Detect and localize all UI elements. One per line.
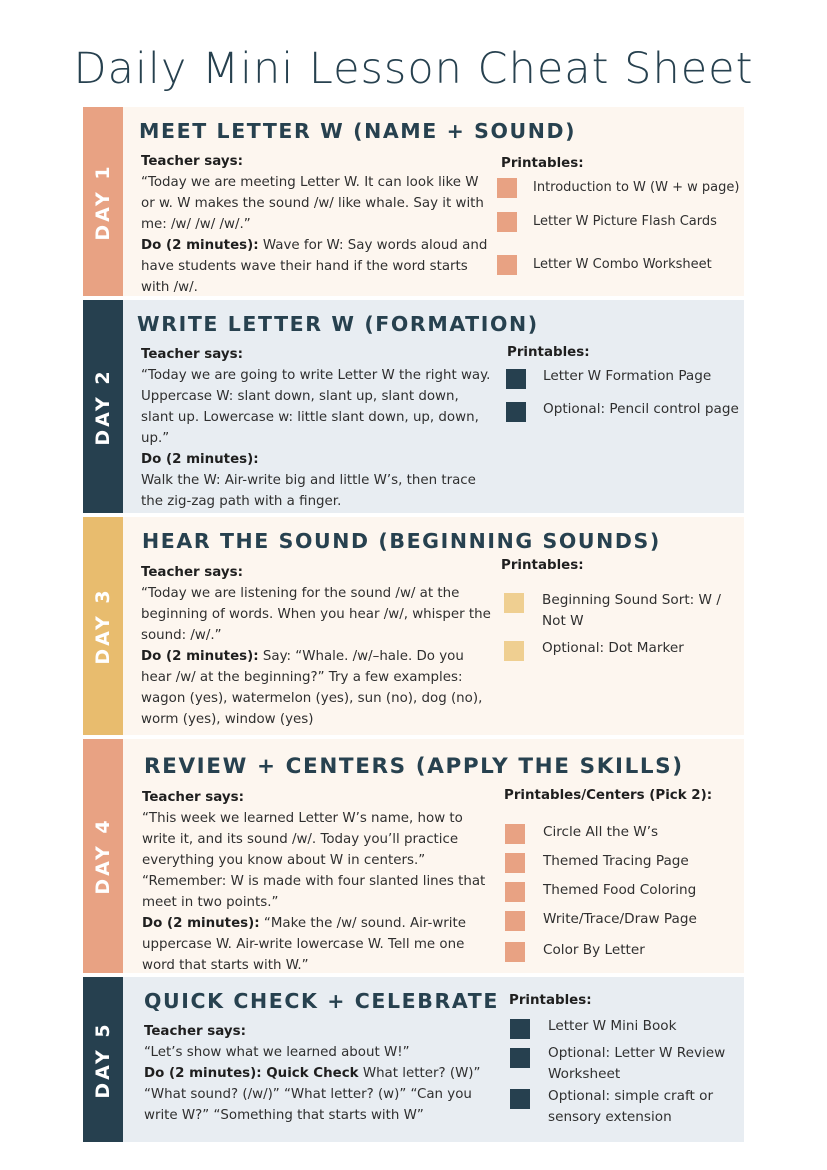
printable-item [543,851,743,872]
printable-item [542,638,742,659]
bullet-square [505,942,525,962]
printables-label: Printables: [501,156,584,171]
day-3-section [83,517,744,735]
day-1-tab [83,107,123,296]
day-4-tab [83,739,123,973]
printable-item [543,940,743,961]
lesson-script [141,151,491,298]
bullet-square [497,212,517,232]
printables-label: Printables/Centers (Pick 2): [504,788,713,803]
printable-item [542,590,742,632]
teacher-says-text: “Let’s show what we learned about W!” [144,1045,410,1060]
printable-label: Letter W Formation Page [543,368,712,384]
do-text: What letter? (W)” “What sound? (/w/)” “What letter? (w)” “Can you write W?” “Something that starts with W” [144,1066,481,1123]
do-label: Do (2 minutes): Quick Check [144,1066,359,1081]
printable-item [548,1086,743,1128]
bullet-square [504,641,524,661]
lesson-script [141,562,491,730]
page-title: Daily Mini Lesson Cheat Sheet [73,44,754,94]
day-3-tab [83,517,123,735]
bullet-square [505,853,525,873]
printables-label: Printables: [509,993,592,1008]
day-heading: QUICK CHECK + CELEBRATE [144,989,499,1013]
bullet-square [506,402,526,422]
printable-label: Letter W Picture Flash Cards [533,214,717,229]
day-5-tab [83,977,123,1142]
day-5-section [83,977,744,1142]
day-label: DAY 1 [92,162,114,241]
bullet-square [510,1048,530,1068]
do-text: Say: “Whale. /w/–hale. Do you hear /w/ at the beginning?” Try a few examples: wagon (yes), watermelon (yes), sun (no), dog (no), worm (yes), window (yes) [141,649,483,727]
printable-label: Optional: Dot Marker [542,640,684,656]
printable-label: Optional: Pencil control page [543,401,739,417]
printable-label: Optional: Letter W Review Worksheet [548,1045,726,1082]
printable-label: Write/Trace/Draw Page [543,911,697,927]
bullet-square [505,882,525,902]
do-label: Do (2 minutes): [141,452,259,467]
printables-label: Printables: [507,345,590,360]
bullet-square [497,255,517,275]
printables-label: Printables: [501,558,584,573]
teacher-says-text: “Today we are meeting Letter W. It can look like W or w. W makes the sound /w/ like whale. Say it with me: /w/ /w/ /w/.” [141,175,484,232]
day-panel [123,300,744,513]
printable-item [543,880,743,901]
printable-label: Letter W Combo Worksheet [533,257,712,272]
printable-item [543,399,743,420]
day-2-tab [83,300,123,513]
teacher-says-label: Teacher says: [141,347,243,362]
printable-item [543,822,743,843]
bullet-square [510,1019,530,1039]
printable-label: Circle All the W’s [543,824,659,840]
do-text: Walk the W: Air-write big and little W’s, then trace the zig-zag path with a finger. [141,473,476,509]
lesson-script [142,787,492,976]
do-text: “Make the /w/ sound. Air-write uppercase W. Air-write lowercase W. Tell me one word that starts with W.” [142,916,466,973]
bullet-square [505,824,525,844]
day-1-section [83,107,744,296]
day-heading: WRITE LETTER W (FORMATION) [137,312,539,336]
day-label: DAY 5 [92,1020,114,1099]
do-label: Do (2 minutes): [141,238,259,253]
printable-item [533,254,758,275]
printable-label: Letter W Mini Book [548,1018,677,1034]
teacher-says-label: Teacher says: [141,154,243,169]
teacher-says-text: “Today we are going to write Letter W the right way. Uppercase W: slant down, slant up, slant down, slant up. Lowercase w: little slant down, up, down, up.” [141,368,491,446]
teacher-says-label: Teacher says: [144,1024,246,1039]
bullet-square [504,593,524,613]
printable-label: Optional: simple craft or sensory extension [548,1088,714,1125]
day-label: DAY 4 [92,817,114,895]
day-heading: REVIEW + CENTERS (APPLY THE SKILLS) [144,754,684,779]
bullet-square [505,911,525,931]
day-label: DAY 2 [92,367,114,446]
printable-item [533,211,758,232]
printable-label: Color By Letter [543,942,645,958]
teacher-says-text: “Today we are listening for the sound /w/ at the beginning of words. When you hear /w/, whisper the sound: /w/.” [141,586,491,643]
printable-item [533,177,758,198]
lesson-script [144,1021,494,1126]
day-heading: HEAR THE SOUND (BEGINNING SOUNDS) [142,529,661,553]
printable-label: Introduction to W (W + w page) [533,180,740,195]
day-4-section [83,739,744,973]
printable-label: Themed Food Coloring [543,882,697,898]
day-panel [123,977,744,1142]
day-label: DAY 3 [92,587,114,665]
teacher-says-label: Teacher says: [142,790,244,805]
printable-item [543,366,753,387]
bullet-square [510,1089,530,1109]
printable-item [548,1016,743,1037]
bullet-square [497,178,517,198]
lesson-script [141,344,491,512]
do-label: Do (2 minutes): [141,649,259,664]
day-panel [123,517,744,735]
printable-item [543,909,743,930]
do-text: Wave for W: Say words aloud and have students wave their hand if the word starts with /w/. [141,238,488,295]
printable-label: Beginning Sound Sort: W / Not W [542,592,721,629]
do-label: Do (2 minutes): [142,916,260,931]
day-panel [123,739,744,973]
teacher-says-label: Teacher says: [141,565,243,580]
day-panel [123,107,744,296]
printable-item [548,1043,743,1085]
teacher-says-text: “This week we learned Letter W’s name, how to write it, and its sound /w/. Today you’ll practice everything you know about W in centers.” “Remember: W is made with four slanted lines that meet in two points.” [142,811,486,910]
bullet-square [506,369,526,389]
day-2-section [83,300,744,513]
printable-label: Themed Tracing Page [543,853,689,869]
day-heading: MEET LETTER W (NAME + SOUND) [139,119,577,143]
